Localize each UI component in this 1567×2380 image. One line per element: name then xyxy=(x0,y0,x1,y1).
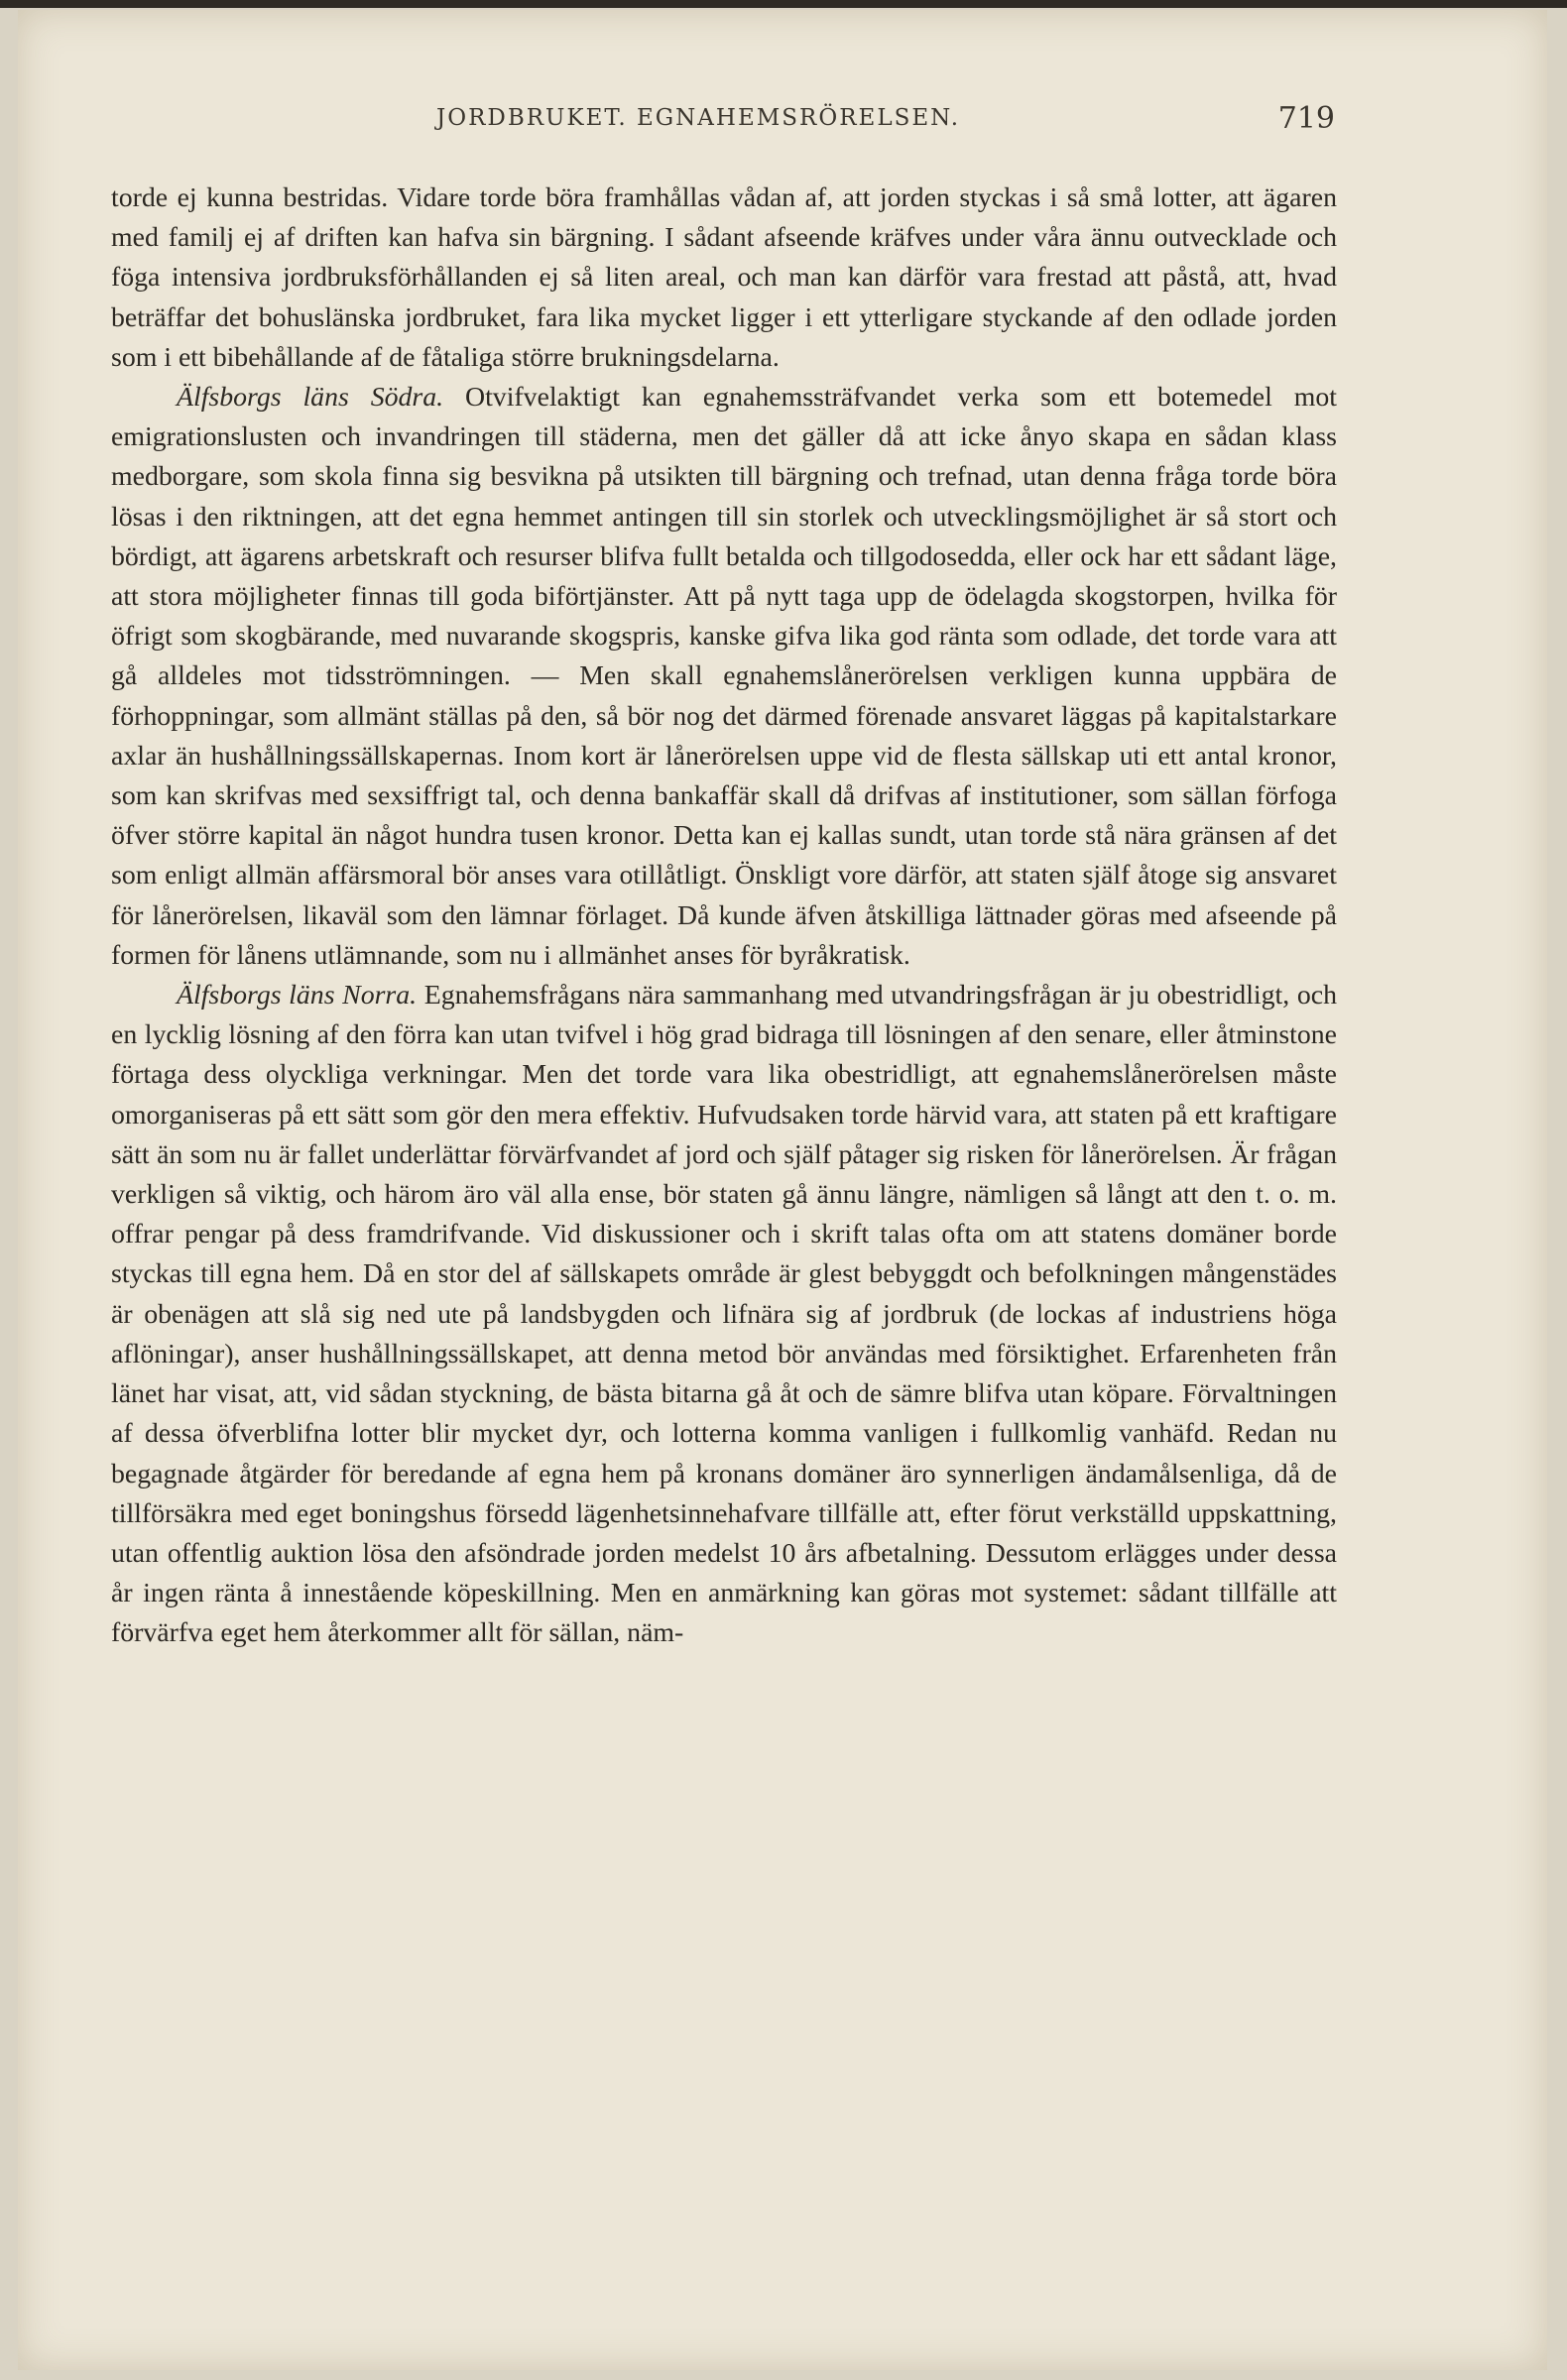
body-text xyxy=(111,178,1337,1654)
paragraph-2-text: Otvifvelaktigt kan egnahemssträfvandet verka som ett botemedel mot emigrationslusten och invandringen till städerna, men det gäller då att icke ånyo skapa en sådan klass medborgare, som skola finna sig besvikna på utsikten till bärgning och trefnad, utan denna fråga torde böra lösas i den riktningen, att det egna hemmet antingen till sin storlek och utvecklingsmöjlighet är så stort och bördigt, att ägarens arbetskraft och resurser blifva fullt betalda och tillgodosedda, eller ock har ett sådant läge, att stora möjligheter finnas till goda biförtjänster. Att på nytt taga upp de ödelagda skogstorpen, hvilka för öfrigt som skogbärande, med nuvarande skogspris, kanske gifva lika god ränta som odlade, det torde vara att gå alldeles mot tidsströmningen. — Men skall egnahemslånerörelsen verkligen kunna uppbära de förhoppningar, som allmänt ställas på den, så bör nog det därmed förenade ansvaret läggas på kapitalstarkare axlar än hushållningssällskapernas. Inom kort är lånerörelsen uppe vid de flesta sällskap uti ett antal kronor, som kan skrifvas med sexsiffrigt tal, och denna bankaffär skall då drifvas af institutioner, som sällan förfoga öfver större kapital än något hundra tusen kronor. Detta kan ej kallas sundt, utan torde stå nära gränsen af det som enligt allmän affärsmoral bör anses vara otillåtligt. Önskligt vore därför, att staten själf åtoge sig ansvaret för lånerörelsen, likaväl som den lämnar förlaget. Då kunde äfven åtskilliga lättnader göras med afseende på formen för lånens utlämnande, som nu i allmänhet anses för byråkratisk. xyxy=(111,382,1337,971)
page-header xyxy=(99,101,1339,141)
paragraph-3-text: Egnahemsfrågans nära sammanhang med utvandringsfrågan är ju obestridligt, och en lycklig lösning af den förra kan utan tvifvel i hög grad bidraga till lösningen af den senare, eller åtminstone förtaga dess olyckliga verkningar. Men det torde vara lika obestridligt, att egnahemslånerörelsen måste omorganiseras på ett sätt som gör den mera effektiv. Hufvudsaken torde härvid vara, att staten på ett kraftigare sätt än som nu är fallet underlättar förvärfvandet af jord och själf påtager sig risken för lånerörelsen. Är frågan verkligen så viktig, och härom äro väl alla ense, bör staten gå ännu längre, nämligen så långt att den t. o. m. offrar pengar på dess framdrifvande. Vid diskussioner och i skrift talas ofta om att statens domäner borde styckas till egna hem. Då en stor del af sällskapets område är glest bebyggdt och befolkningen mångenstädes är obenägen att slå sig ned ute på landsbygden och lifnära sig af jordbruk (de lockas af industriens höga aflöningar), anser hushållningssällskapet, att denna metod bör användas med försiktighet. Erfarenheten från länet har visat, att, vid sådan styckning, de bästa bitarna gå åt och de sämre blifva utan köpare. Förvaltningen af dessa öfverblifna lotter blir mycket dyr, och lotterna komma vanligen i fullkomlig vanhäfd. Redan nu begagnade åtgärder för beredande af egna hem på kronans domäner äro synnerligen ändamålsenliga, då de tillförsäkra med eget boningshus försedd lägenhetsinnehafvare tillfälle att, efter förut verkställd uppskattning, utan offentlig auktion lösa den afsöndrade jorden medelst 10 års afbetalning. Dessutom erlägges under dessa år ingen ränta å innestående köpeskillning. Men en anmärkning kan göras mot systemet: sådant tillfälle att förvärfva eget hem återkommer allt för sällan, näm- xyxy=(111,980,1337,1649)
paragraph-1 xyxy=(111,178,1337,378)
page-number: 719 xyxy=(1277,101,1335,136)
paragraph-1-text: torde ej kunna bestridas. Vidare torde böra framhållas vådan af, att jorden styckas i så små lotter, att ägaren med familj ej af driften kan hafva sin bärgning. I sådant afseende kräfves under våra ännu outvecklade och föga intensiva jordbruksförhållanden ej så liten areal, och man kan därför vara frestad att påstå, att, hvad beträffar det bohuslänska jordbruket, fara lika mycket ligger i ett ytterligare styckande af den odlade jorden som i ett bibehållande af de fåtaliga större brukningsdelarna. xyxy=(111,182,1337,373)
section-heading-norra: Älfsborgs läns Norra. xyxy=(177,980,418,1012)
paragraph-2 xyxy=(111,378,1337,976)
paragraph-3 xyxy=(111,976,1337,1653)
running-head: JORDBRUKET. EGNAHEMSRÖRELSEN. xyxy=(436,105,961,131)
section-heading-sodra: Älfsborgs läns Södra. xyxy=(177,382,444,414)
top-border-rule xyxy=(0,0,1567,8)
